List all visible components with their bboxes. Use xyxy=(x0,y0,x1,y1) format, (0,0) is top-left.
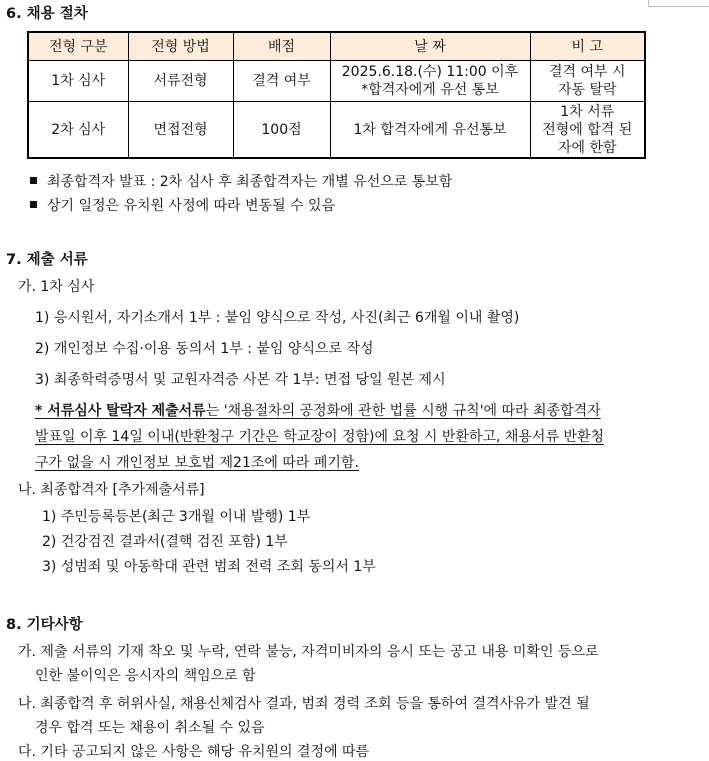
list-item: 3) 최종학력증명서 및 교원자격증 사본 각 1부: 면접 당일 원본 제시 xyxy=(35,372,446,388)
bullet-text: 상기 일정은 유치원 사정에 따라 변동될 수 있음 xyxy=(47,198,336,214)
notice-line-3: 구가 없을 시 개인정보 보호법 제21조에 따라 폐기함. xyxy=(35,455,359,471)
paragraph-da: 다. 기타 공고되지 않은 사항은 해당 유치원의 결정에 따름 xyxy=(18,744,370,760)
table-cell-multiline: 결격 여부 시 자동 탈락 xyxy=(530,61,645,102)
paragraph-na-line-2: 경우 합격 또는 채용이 취소될 수 있음 xyxy=(35,720,265,736)
section-6-title: 6. 채용 절차 xyxy=(6,6,88,22)
page-corner-border xyxy=(648,0,709,7)
table-cell-multiline: 2025.6.18.(수) 11:00 이후 *합격자에게 유선 통보 xyxy=(330,61,530,102)
bullet-item xyxy=(30,195,335,215)
table-cell: 2차 심사 xyxy=(28,102,128,159)
notice-line-1 xyxy=(35,400,601,420)
notice-bold: * 서류심사 탈락자 제출서류 xyxy=(35,403,206,419)
list-item: 2) 건강검진 결과서(결핵 검진 포함) 1부 xyxy=(42,534,288,550)
table-row xyxy=(28,102,645,159)
table-cell: 결격 여부 xyxy=(233,61,330,102)
list-item: 3) 성범죄 및 아동학대 관련 범죄 전력 조회 동의서 1부 xyxy=(42,559,376,575)
bullet-item xyxy=(30,171,452,191)
table-header-cell: 전형 방법 xyxy=(128,32,233,61)
table-cell-multiline: 1차 서류 전형에 합격 된 자에 한함 xyxy=(530,102,645,159)
table-header-cell: 배점 xyxy=(233,32,330,61)
table-cell: 1차 합격자에게 유선통보 xyxy=(330,102,530,159)
bullet-text: 최종합격자 발표 : 2차 심사 후 최종합격자는 개별 유선으로 통보함 xyxy=(47,174,453,190)
section-7-title: 7. 제출 서류 xyxy=(6,252,88,268)
table-header-cell: 비 고 xyxy=(530,32,645,61)
table-header-cell: 전형 구분 xyxy=(28,32,128,61)
list-item: 1) 응시원서, 자기소개서 1부 : 붙임 양식으로 작성, 사진(최근 6개월 이내 촬영) xyxy=(35,310,520,326)
procedure-table xyxy=(27,31,646,159)
paragraph-ga-line-2: 인한 불이익은 응시자의 책임으로 함 xyxy=(35,668,256,684)
square-bullet-icon xyxy=(30,177,37,184)
section-8-title: 8. 기타사항 xyxy=(6,617,83,633)
table-cell: 1차 심사 xyxy=(28,61,128,102)
table-header-row xyxy=(28,32,645,61)
subsection-na-title: 나. 최종합격자 [추가제출서류] xyxy=(18,482,205,498)
paragraph-na-line-1: 나. 최종합격 후 허위사실, 채용신체검사 결과, 범죄 경력 조회 등을 통하여 결격사유가 발견 될 xyxy=(18,696,590,712)
paragraph-ga-line-1: 가. 제출 서류의 기재 착오 및 누락, 연락 불능, 자격미비자의 응시 또는 공고 내용 미확인 등으로 xyxy=(18,644,599,660)
subsection-ga-title: 가. 1차 심사 xyxy=(18,279,95,295)
table-row xyxy=(28,61,645,102)
table-header-cell: 날 짜 xyxy=(330,32,530,61)
list-item: 2) 개인정보 수집·이용 동의서 1부 : 붙임 양식으로 작성 xyxy=(35,341,374,357)
notice-text: 는 '채용절차의 공정화에 관한 법률 시행 규칙'에 따라 최종합격자 xyxy=(205,403,601,419)
list-item: 1) 주민등록등본(최근 3개월 이내 발행) 1부 xyxy=(42,509,311,525)
notice-line-2: 발표일 이후 14일 이내(반환청구 기간은 학교장이 정함)에 요청 시 반환하고, 채용서류 반환청 xyxy=(35,429,605,445)
table-cell: 100점 xyxy=(233,102,330,159)
table-cell: 서류전형 xyxy=(128,61,233,102)
square-bullet-icon xyxy=(30,201,37,208)
table-cell: 면접전형 xyxy=(128,102,233,159)
